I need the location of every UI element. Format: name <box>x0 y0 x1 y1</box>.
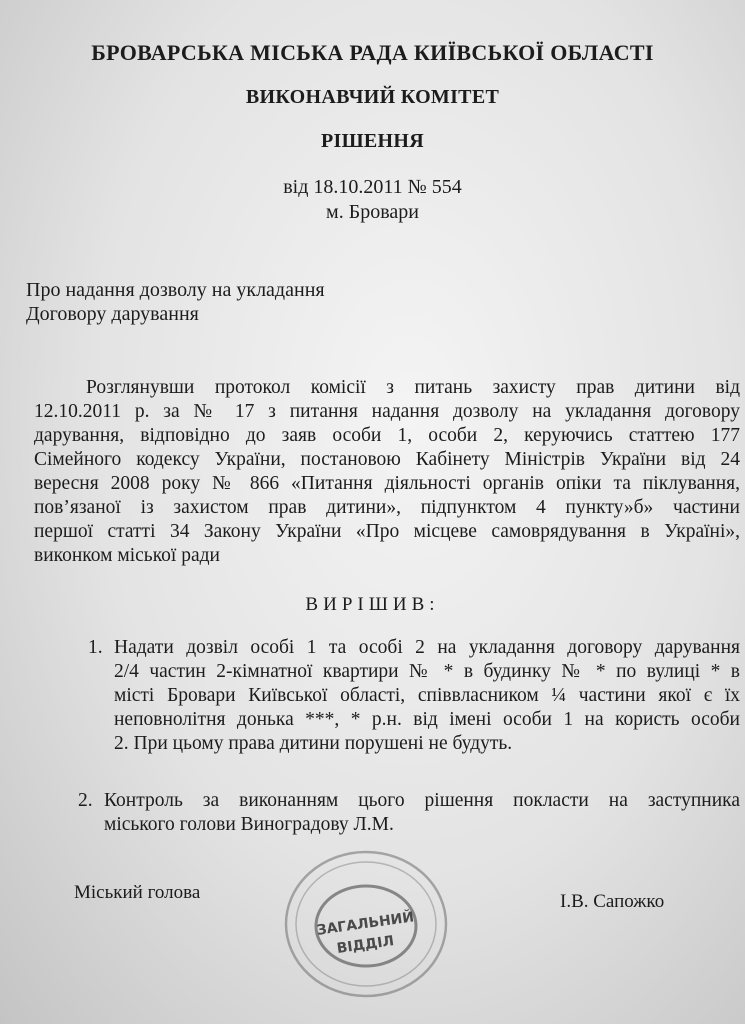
item-line: місті Бровари Київської області, співвласником ¼ частини якої є їх <box>114 685 740 706</box>
body-line: виконком міської ради <box>34 545 220 566</box>
body-line: вересня 2008 року № 866 «Питання діяльності органів опіки та піклування, <box>34 473 740 494</box>
item-line: неповнолітня донька ***, * р.н. від імені особи 1 на користь особи <box>114 709 740 730</box>
item-line: 2. При цьому права дитини порушені не будуть. <box>114 733 513 754</box>
body-line: Сімейного кодексу України, постановою Кабінету Міністрів України від 24 <box>34 449 740 470</box>
signature-name: І.В. Сапожко <box>560 891 665 912</box>
subject-line: Про надання дозволу на укладання <box>26 279 325 301</box>
body-line: дарування, відповідно до заяв особи 1, особи 2, керуючись статтею 177 <box>34 425 740 446</box>
org-title: БРОВАРСЬКА МІСЬКА РАДА КИЇВСЬКОЇ ОБЛАСТІ <box>91 40 654 65</box>
body-line: пов’язаної із захистом прав дитини», підпунктом 4 пункту»б» частини <box>34 497 740 518</box>
committee-title: ВИКОНАВЧИЙ КОМІТЕТ <box>245 86 500 108</box>
body-line: 12.10.2011 р. за № 17 з питання надання дозволу на укладання договору <box>34 401 740 422</box>
item-line: Контроль за виконанням цього рішення покласти на заступника <box>104 790 740 811</box>
subject-line: Договору дарування <box>26 303 199 325</box>
body-line: першої статті 34 Закону України «Про місцеве самоврядування в Україні», <box>34 521 740 542</box>
item-number: 1. <box>88 637 103 658</box>
document-type: РІШЕННЯ <box>321 130 424 152</box>
item-line: міського голови Виноградову Л.М. <box>104 814 394 835</box>
city: м. Бровари <box>326 201 419 223</box>
item-line: 2/4 частин 2-кімнатної квартири № * в будинку № * по вулиці * в <box>114 661 740 682</box>
decided-heading: ВИРІШИВ: <box>305 594 440 615</box>
date-number: від 18.10.2011 № 554 <box>283 176 462 198</box>
subject <box>26 278 325 326</box>
item-line: Надати дозвіл особі 1 та особі 2 на укладання договору дарування <box>114 637 740 658</box>
official-stamp <box>282 848 450 1000</box>
item-number: 2. <box>78 790 93 811</box>
preamble-paragraph <box>34 376 740 568</box>
stamp-text: ЗАГАЛЬНИЙ <box>315 909 416 939</box>
body-line: Розглянувши протокол комісії з питань захисту прав дитини від <box>86 377 740 398</box>
stamp-text: ВІДДІЛ <box>335 933 396 957</box>
signature-title: Міський голова <box>74 882 201 903</box>
